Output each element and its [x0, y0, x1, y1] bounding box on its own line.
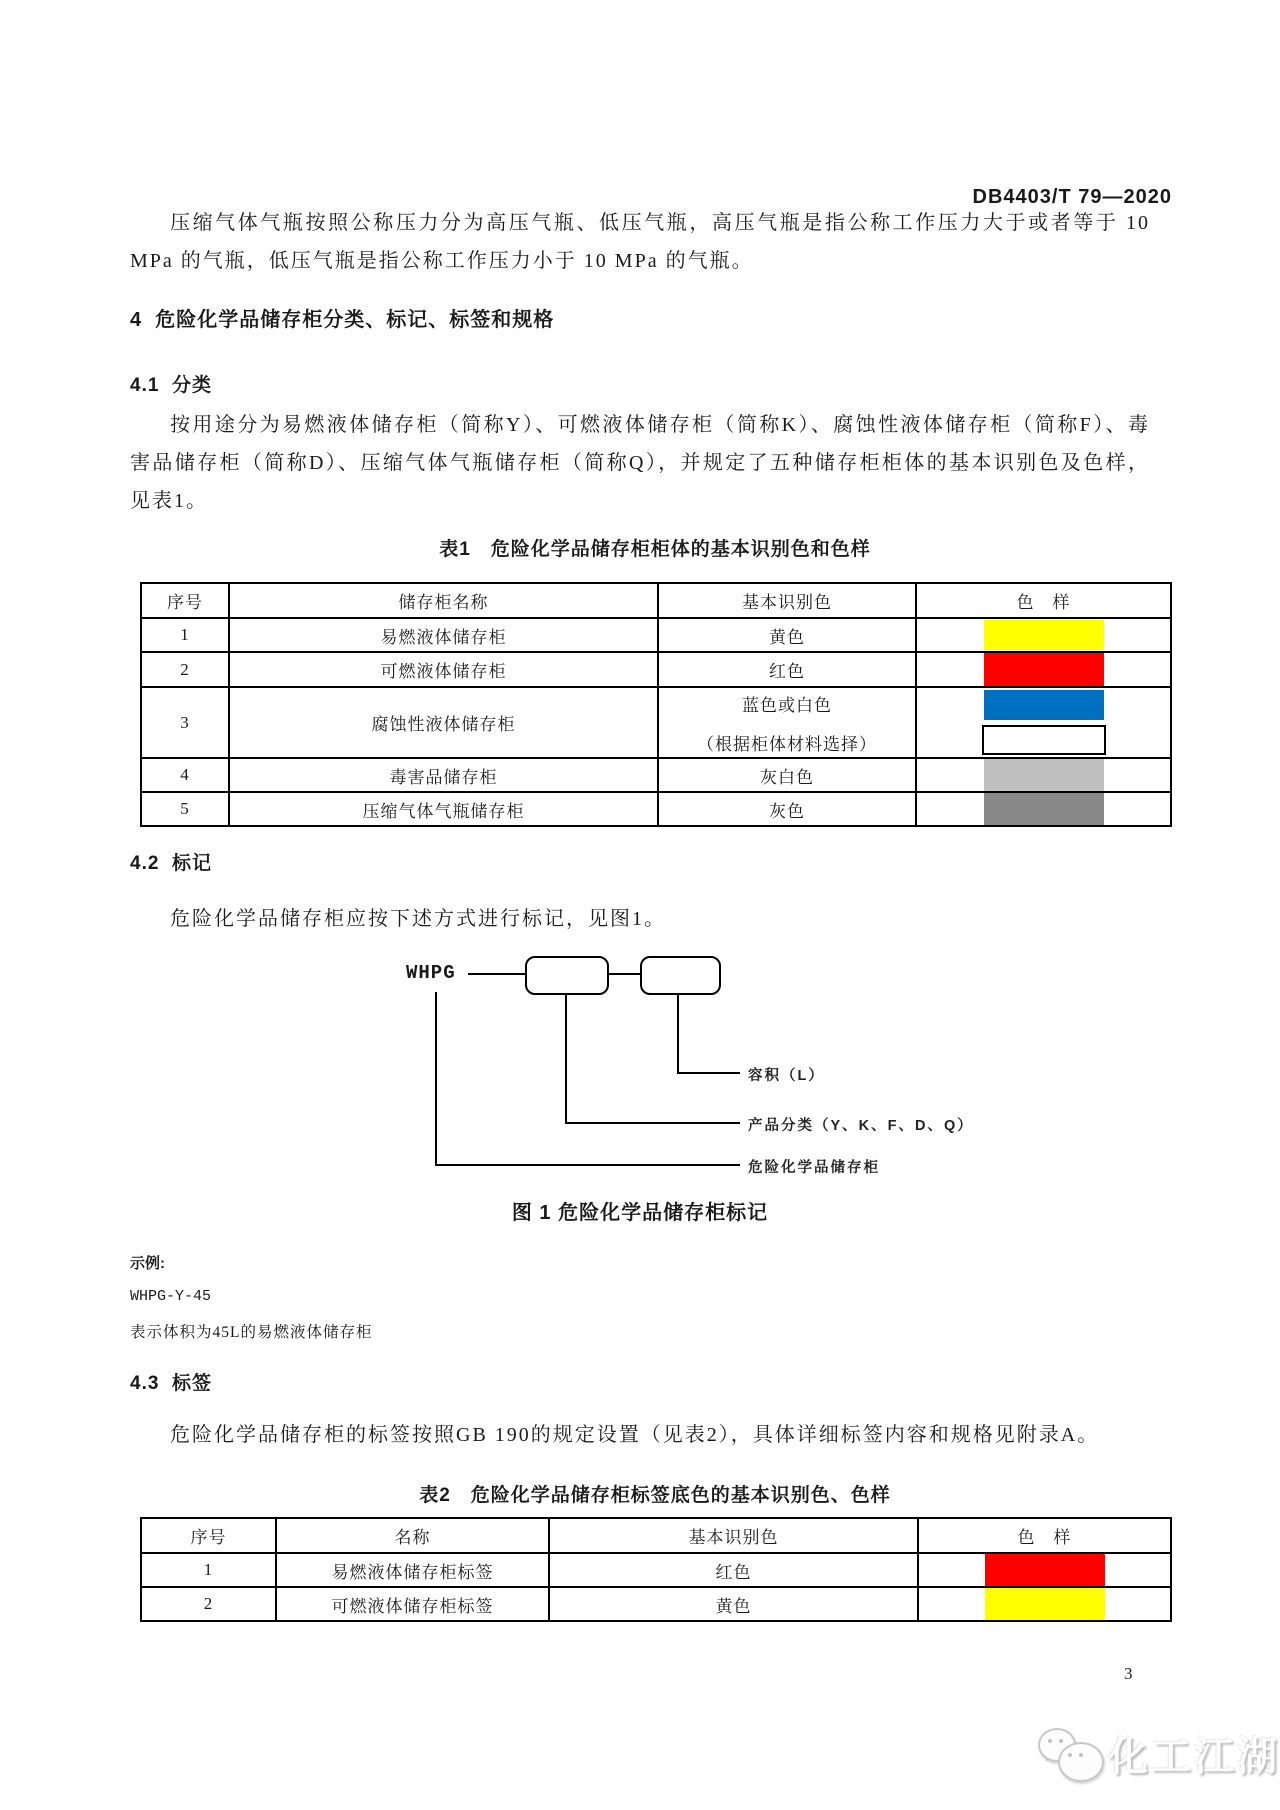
section-4-1-paragraph: 按用途分为易燃液体储存柜（简称Y）、可燃液体储存柜（简称K）、腐蚀性液体储存柜（简称F）、毒害品储存柜（简称D）、压缩气体气瓶储存柜（简称Q），并规定了五种储存柜柜体的基本识别色及色样，见表1。: [130, 414, 1150, 512]
figure1-leader-line: [565, 1122, 740, 1124]
figure1-whpg-text: WHPG: [406, 962, 456, 984]
cabinet-name-cell: 压缩气体气瓶储存柜: [229, 792, 658, 826]
identify-color-cell: 灰色: [658, 792, 916, 826]
figure1-leader-line: [565, 993, 567, 1124]
figure1-connector: [468, 973, 525, 975]
identify-color-cell: 红色: [549, 1553, 918, 1587]
row-number-cell: 1: [141, 1553, 276, 1587]
table2-title: 表2 危险化学品储存柜标签底色的基本识别色、色样: [419, 1485, 891, 1506]
figure1-leader-line: [435, 992, 437, 1166]
table1-title: 表1 危险化学品储存柜柜体的基本识别色和色样: [439, 539, 871, 560]
table2: [140, 1517, 1172, 1622]
label-name-cell: 可燃液体储存柜标签: [276, 1587, 549, 1621]
column-header: 色 样: [918, 1518, 1171, 1553]
section-4-2-heading: 4.2 标记: [130, 853, 212, 874]
section-4-2-paragraph: 危险化学品储存柜应按下述方式进行标记，见图1。: [170, 908, 666, 930]
table-row: [141, 652, 1171, 687]
row-number-cell: 2: [141, 1587, 276, 1621]
section-4-1-heading: 4.1 分类: [130, 375, 212, 396]
cabinet-name-cell: 可燃液体储存柜: [229, 652, 658, 687]
section-4-heading: 4 危险化学品储存柜分类、标记、标签和规格: [130, 309, 555, 331]
column-header: 名称: [276, 1518, 549, 1553]
figure1-class-box: [525, 956, 609, 995]
section-4-3-heading: 4.3 标签: [130, 1373, 212, 1394]
watermark: [1036, 1722, 1280, 1784]
figure1-volume-box: [640, 956, 721, 995]
color-sample-cell: [916, 618, 1171, 652]
watermark-text: 化工江湖: [1108, 1734, 1280, 1779]
row-number-cell: 3: [141, 687, 229, 758]
figure1-connector: [607, 973, 640, 975]
figure1-label-volume: 容积（L）: [748, 1068, 825, 1084]
page-number: 3: [1124, 1664, 1133, 1683]
example-code: WHPG-Y-45: [130, 1288, 212, 1305]
table-row: [141, 1587, 1171, 1621]
table-row: [141, 758, 1171, 792]
figure1-label-category: 产品分类（Y、K、F、D、Q）: [748, 1118, 974, 1134]
figure1-leader-line: [435, 1164, 740, 1166]
example-label: 示例:: [130, 1255, 165, 1272]
color-swatch: [984, 653, 1104, 686]
color-swatch: [985, 1588, 1105, 1620]
color-swatch: [984, 759, 1104, 791]
column-header: 序号: [141, 1518, 276, 1553]
color-sample-cell: [918, 1553, 1171, 1587]
cabinet-name-cell: 毒害品储存柜: [229, 758, 658, 792]
color-sample-cell: [916, 687, 1171, 758]
column-header: 色 样: [916, 583, 1171, 618]
figure1-caption: 图 1 危险化学品储存柜标记: [511, 1202, 769, 1224]
color-sample-cell: [916, 758, 1171, 792]
wechat-icon: [1036, 1722, 1100, 1784]
color-sample-cell: [916, 792, 1171, 826]
standard-code: DB4403/T 79—2020: [972, 186, 1172, 208]
column-header: 储存柜名称: [229, 583, 658, 618]
column-header: 基本识别色: [658, 583, 916, 618]
color-swatch: [982, 725, 1106, 755]
figure1-leader-line: [677, 1072, 740, 1074]
cabinet-name-cell: 腐蚀性液体储存柜: [229, 687, 658, 758]
column-header: 序号: [141, 583, 229, 618]
color-sample-cell: [916, 652, 1171, 687]
identify-color-cell: 蓝色或白色 （根据柜体材料选择）: [658, 687, 916, 758]
intro-paragraph: 压缩气体气瓶按照公称压力分为高压气瓶、低压气瓶，高压气瓶是指公称工作压力大于或者等于 10 MPa 的气瓶，低压气瓶是指公称工作压力小于 10 MPa 的气瓶。: [130, 212, 1157, 272]
color-swatch: [984, 690, 1104, 720]
row-number-cell: 4: [141, 758, 229, 792]
table-row: [141, 792, 1171, 826]
color-swatch: [984, 620, 1104, 650]
table-row: [141, 1553, 1171, 1587]
cabinet-name-cell: 易燃液体储存柜: [229, 618, 658, 652]
example-description: 表示体积为45L的易燃液体储存柜: [130, 1324, 373, 1341]
column-header: 基本识别色: [549, 1518, 918, 1553]
table-row: [141, 687, 1171, 758]
row-number-cell: 2: [141, 652, 229, 687]
table-row: [141, 618, 1171, 652]
figure1-leader-line: [677, 993, 679, 1074]
figure1-label-cabinet: 危险化学品储存柜: [748, 1160, 880, 1176]
table1: [140, 582, 1172, 827]
identify-color-cell: 红色: [658, 652, 916, 687]
section-4-3-paragraph: 危险化学品储存柜的标签按照GB 190的规定设置（见表2），具体详细标签内容和规格见附录A。: [170, 1424, 1100, 1446]
identify-color-cell: 灰白色: [658, 758, 916, 792]
color-sample-cell: [918, 1587, 1171, 1621]
color-swatch: [984, 793, 1104, 825]
color-swatch: [985, 1554, 1105, 1586]
row-number-cell: 1: [141, 618, 229, 652]
row-number-cell: 5: [141, 792, 229, 826]
label-name-cell: 易燃液体储存柜标签: [276, 1553, 549, 1587]
identify-color-cell: 黄色: [658, 618, 916, 652]
identify-color-cell: 黄色: [549, 1587, 918, 1621]
